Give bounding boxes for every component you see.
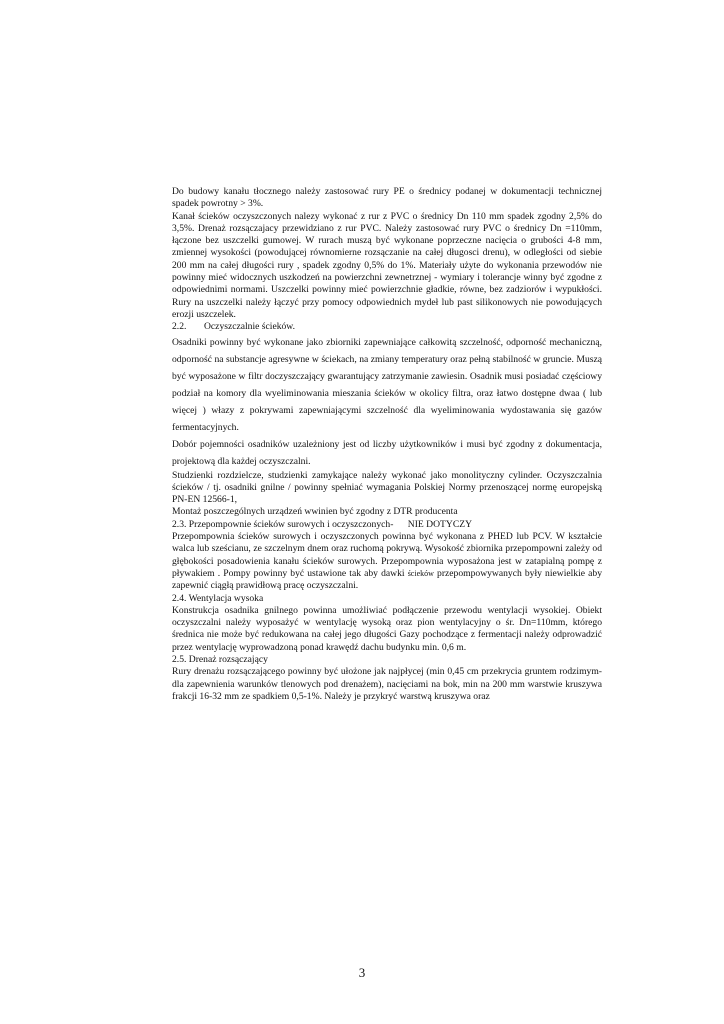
paragraph-distribution-wells: Studzienki rozdzielcze, studzienki zamykające należy wykonać jako monolityczny cylinder. Oczyszczalnia ścieków / tj. osadniki gnilne / powinny spełniać wymagania Polskiej Normy przenoszącej normę europejską PN-EN 12566-1, <box>172 469 602 506</box>
page-number: 3 <box>358 965 366 980</box>
section-heading-2-3 <box>172 519 602 531</box>
paragraph-text: przepompowywanych były niewielkie aby zapewnić ciągłą prawidłową pracę oczyszczalni. <box>172 567 602 592</box>
paragraph-installation: Montaż poszczególnych urządzeń wwinien być zgodny z DTR producenta <box>172 506 458 518</box>
section-heading-2-5: 2.5. Drenaż rozsączający <box>172 654 268 666</box>
paragraph-settlers: Osadniki powinny być wykonane jako zbiorniki zapewniające całkowitą szczelność, odporność mechaniczną, odporność na substancje agresywne w ściekach, na zmiany temperatury oraz pełną stabilność w gruncie. Muszą być wyposażone w filtr doczyszczający gwarantujący zatrzymanie zawiesin. Osadnik musi posiadać częściowy podział na komory dla wyeliminowania mieszania ścieków w okolicy filtra, oraz łatwo dostępne dwaa ( lub więcej ) włazy z pokrywami zapewniającymi szczelność dla wyeliminowania wydostawania się gazów fermentacyjnych. <box>172 336 602 433</box>
paragraph-text-small: ścieków <box>407 568 434 578</box>
paragraph-text: Przepompownia ścieków surowych i oczyszczonych powinna być wykonana z PHED lub PCV. W kształcie walca lub sześcianu, ze szczelnym dnem oraz ruchomą pokrywą. Wysokość zbiornika przepompowni zależy od głębokości posadowienia kanału ścieków surowych. Przepompownia wyposażona jest w zatapialną pompę z pływakiem . Pompy powinny być ustawione tak aby dawki <box>172 531 602 579</box>
section-number: 2.2. <box>172 321 187 333</box>
paragraph-settler-capacity: Dobór pojemności osadników uzależniony jest od liczby użytkowników i musi być zgodny z dokumentacja, projektową dla każdej oczyszczalni. <box>172 438 602 467</box>
section-title: 2.3. Przepompownie ścieków surowych i oczyszczonych- <box>172 518 394 530</box>
paragraph-ventilation: Konstrukcja osadnika gnilnego powinna umożliwiać podłączenie przewodu wentylacji wysokiej. Obiekt oczyszczalni należy wyposażyć w wentylację wysoką oraz pion wentylacyjny o śr. Dn=110mm, którego średnica nie może być redukowana na całej jego długości Gazy pochodzące z fermentacji należy odprowadzić przez wentylację wyprowadzoną ponad krawędź dachu budynku min. 0,6 m. <box>172 604 602 653</box>
page-body <box>172 186 602 703</box>
section-heading-2-2 <box>172 321 602 333</box>
paragraph-drainage: Rury drenażu rozsączającego powinny być ułożone jak najpłycej (min 0,45 cm przekrycia gruntem rodzimym- dla zapewnienia warunków tlenowych pod drenażem), nacięciami na bok, min na 200 mm warstwie kruszywa frakcji 16-32 mm ze spadkiem 0,5-1%. Należy je przykryć warstwą kruszywa oraz <box>172 666 602 702</box>
not-applicable-note: NIE DOTYCZY <box>407 518 473 530</box>
paragraph-treated-sewer: Kanał ścieków oczyszczonych nalezy wykonać z rur z PVC o średnicy Dn 110 mm spadek zgodny 2,5% do 3,5%. Drenaż rozsączajacy przewidziano z rur PVC. Należy zastosować rury PVC o średnicy Dn =110mm, łączone bez uszczelki gumowej. W rurach muszą być wykonane poprzeczne nacięcia o grubości 4-8 mm, zmiennej wysokości (powodującej równomierne rozsączanie na całej długosci drenu), w odległości od siebie 200 mm na całej długości rury , spadek zgodny 0,5% do 1%. Materiały użyte do wykonania przewodów nie powinny mieć widocznych uszkodzeń na powierzchni zewnetrznej - wymiary i tolerancje winny być zgodne z odpowiednimi normami. Uszczelki powinny mieć powierzchnie gładkie, równe, bez zadziorów i wypukłości. Rury na uszczelki należy łączyć przy pomocy odpowiednich mydeł lub past silikonowych nie powodujących erozji uszczelek. <box>172 210 602 320</box>
paragraph-pumping-station <box>172 531 602 592</box>
section-title: Oczyszczalnie ścieków. <box>204 321 296 333</box>
paragraph-pressure-sewer: Do budowy kanału tłocznego należy zastosować rury PE o średnicy podanej w dokumentacji technicznej spadek powrotny > 3%. <box>172 186 602 210</box>
section-heading-2-4: 2.4. Wentylacja wysoka <box>172 592 264 604</box>
